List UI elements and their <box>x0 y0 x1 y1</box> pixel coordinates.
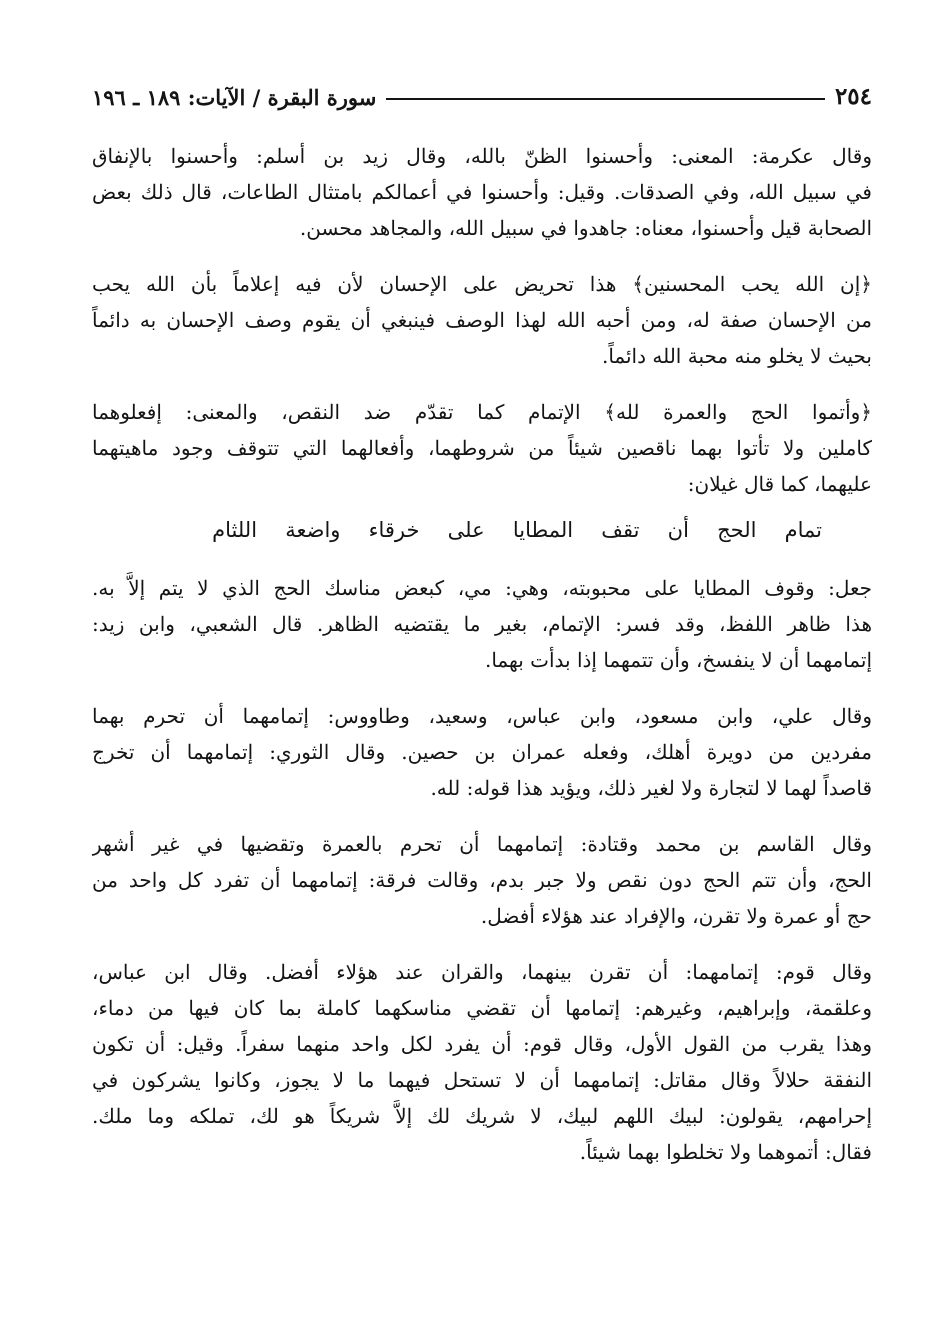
verse-word: المطايا <box>512 518 574 542</box>
text-line: كاملين ولا تأتوا بهما ناقصين شيئاً من شروطهما، وأفعالهما التي تتوقف وجود ماهيتهما <box>92 436 872 460</box>
verse-word: الحج <box>717 518 757 542</box>
page-header <box>92 70 872 110</box>
book-page <box>92 70 872 1300</box>
text-line: إتمامهما أن لا ينفسخ، وأن تتمهما إذا بدأت بهما. <box>484 648 872 672</box>
paragraph-qawm <box>92 954 872 1170</box>
text-line: من الإحسان صفة له، ومن أحبه الله لهذا الوصف فينبغي أن يقوم وصف الإحسان به دائماً <box>92 308 872 332</box>
paragraph-ikrima <box>92 138 872 246</box>
text-line: في سبيل الله، وفي الصدقات. وقيل: وأحسنوا في أعمالكم بامتثال الطاعات، قال ذلك بعض <box>92 180 872 204</box>
verse-word: اللثام <box>212 518 258 542</box>
running-title: سورة البقرة / الآيات: ١٨٩ ـ ١٩٦ <box>92 85 377 110</box>
paragraph-jaal <box>92 570 872 678</box>
text-line: الحج، وأن تتم الحج دون نقص ولا جبر بدم، وقالت فرقة: إتمامهما أن تفرد كل واحد من <box>92 868 872 892</box>
text-line: النفقة حلالاً وقال مقاتل: إتمامهما أن لا تستحل فيهما ما لا يجوز، وكانوا يشركون في <box>92 1068 872 1092</box>
paragraph-atimmu <box>92 394 872 502</box>
paragraph-muhsinin <box>92 266 872 374</box>
verse-word: أن <box>667 518 689 542</box>
text-line: عليهما، كما قال غيلان: <box>687 472 872 496</box>
verse-word: على <box>447 518 485 542</box>
text-line: فقال: أتموهما ولا تخلطوا بهما شيئاً. <box>579 1140 872 1164</box>
text-line: الصحابة قيل وأحسنوا، معناه: جاهدوا في سبيل الله، والمجاهد محسن. <box>299 216 872 240</box>
text-line: وقال علي، وابن مسعود، وابن عباس، وسعيد، وطاووس: إتمامهما أن تحرم بهما <box>92 704 872 728</box>
page-number: ٢٥٤ <box>834 83 872 110</box>
paragraph-ali <box>92 698 872 806</box>
paragraph-qasim <box>92 826 872 934</box>
text-line: إحرامهم، يقولون: لبيك اللهم لبيك، لا شريك لك إلاَّ شريكاً هو لك، تملكه وما ملك. <box>92 1104 872 1128</box>
text-line: وعلقمة، وإبراهيم، وغيرهم: إتمامها أن تقضي مناسكهما كاملة بما كان فيها من دماء، <box>92 996 872 1020</box>
text-line: هذا ظاهر اللفظ، وقد فسر: الإتمام، بغير ما يقتضيه الظاهر. قال الشعبي، وابن زيد: <box>92 612 872 636</box>
text-line: ﴿إن الله يحب المحسنين﴾ هذا تحريض على الإحسان لأن فيه إعلاماً بأن الله يحب <box>92 272 872 296</box>
text-line: بحيث لا يخلو منه محبة الله دائماً. <box>601 344 872 368</box>
verse-word: خرقاء <box>368 518 420 542</box>
text-line: قاصداً لهما لا لتجارة ولا لغير ذلك، ويؤيد هذا قوله: لله. <box>430 776 872 800</box>
text-line: مفردين من دويرة أهلك، وفعله عمران بن حصين. وقال الثوري: إتمامهما أن تخرج <box>92 740 872 764</box>
verse-word: تمام <box>784 518 822 542</box>
verse-word: تقف <box>601 518 640 542</box>
text-line: وقال القاسم بن محمد وقتادة: إتمامهما أن تحرم بالعمرة وتقضيها في غير أشهر <box>92 832 872 856</box>
poetry-verse <box>92 508 872 552</box>
page-body <box>92 138 872 1170</box>
verse-word: واضعة <box>285 518 341 542</box>
text-line: وقال قوم: إتمامهما: أن تقرن بينهما، والقران عند هؤلاء أفضل. وقال ابن عباس، <box>92 960 872 984</box>
text-line: ﴿وأتموا الحج والعمرة لله﴾ الإتمام كما تقدّم ضد النقص، والمعنى: إفعلوهما <box>92 400 872 424</box>
text-line: وهذا يقرب من القول الأول، وقال قوم: أن يفرد لكل واحد منهما سفراً. وقيل: أن تكون <box>92 1032 872 1056</box>
text-line: جعل: وقوف المطايا على محبوبته، وهي: مي، كبعض مناسك الحج الذي لا يتم إلاَّ به. <box>92 576 872 600</box>
header-rule <box>386 98 825 100</box>
text-line: وقال عكرمة: المعنى: وأحسنوا الظنّ بالله، وقال زيد بن أسلم: وأحسنوا بالإنفاق <box>92 144 872 168</box>
text-line: حج أو عمرة ولا تقرن، والإفراد عند هؤلاء أفضل. <box>480 904 872 928</box>
